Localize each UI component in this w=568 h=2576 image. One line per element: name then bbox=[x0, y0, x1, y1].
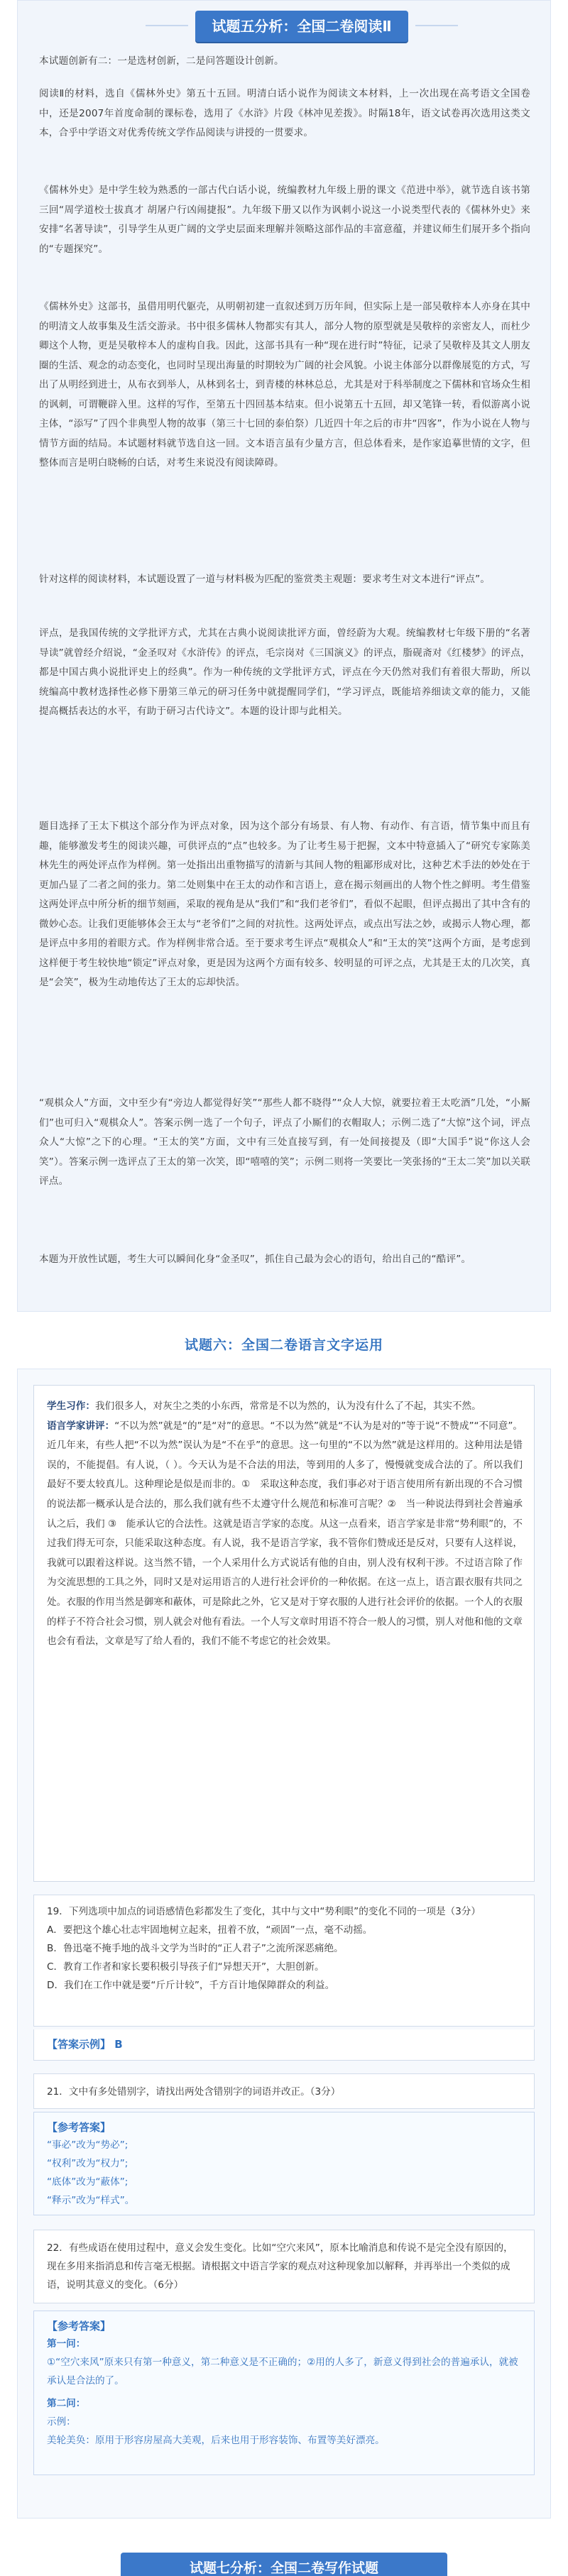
question-19 bbox=[33, 1895, 535, 2027]
s5-paragraph-7: 题目选择了王太下棋这个部分作为评点对象，因为这个部分有场景、有人物、有动作、有言语，情节集中而且有趣，能够激发考生的阅读兴趣，可供评点的“点”也较多。为了让考生易于把握，文本中特意插入了“研究专家陈美林先生的两处评点作为样例。第一处指出出重物描写的清新与其间人物的粗鄙形成对比，这种艺术手法的妙处在于更加凸显了二者之间的张力。第二处则集中在王太的动作和言语上，意在揭示刻画出的人物个性之鲜明。考生借鉴这两处评点中所分析的细节刻画，采取的视角是从“我们”和“我们老爷们”，看似不起眼，但评点揭出了其中含有的微妙心态。让我们更能够体会王太与“老爷们”之间的对抗性。这两处评点，或点出写法之妙，或揭示人物心理，都是评点中多用的着眼方式。作为样例非常合适。至于要求考生评点“观棋众人”和“王太的笑”这两个方面，是考虑到这样便于考生较快地“锁定”评点对象，更是因为这两个方面有较多、较明显的可评之点，尤其是王太的几次笑，真是“会笑”，极为生动地传达了王太的忘却快活。 bbox=[39, 821, 530, 988]
s5-paragraph-9: 本题为开放性试题，考生大可以瞬间化身“金圣叹”，抓住自己最为会心的语句，给出自己的“酷评”。 bbox=[39, 1254, 471, 1265]
q19-answer bbox=[34, 2029, 534, 2059]
q19-answer-value: B bbox=[114, 2038, 123, 2051]
question-21 bbox=[33, 2073, 535, 2109]
q19-option-d: D．我们在工作中就是要“斤斤计较”，千方百计地保障群众的利益。 bbox=[47, 1980, 335, 1991]
q21-answer-line-2: “权利”改为“权力”; bbox=[47, 2158, 129, 2169]
q22-part1-text: ①“空穴来风”原来只有第一种意义，第二种意义是不正确的；②用的人多了，新意义得到社会的普遍承认，就被承认是合法的了。 bbox=[47, 2357, 518, 2386]
q19-stem: 19．下列选项中加点的词语感情色彩都发生了变化，其中与文中“势利眼”的变化不同的一项是（3分） bbox=[47, 1906, 481, 1917]
q22-part2-label: 第二问： bbox=[47, 2398, 86, 2409]
q19-option-c: C．教育工作者和家长要积极引导孩子们“异想天开”，大胆创新。 bbox=[47, 1961, 324, 1973]
q22-part2-sub: 示例： bbox=[47, 2416, 76, 2428]
question-22 bbox=[33, 2230, 535, 2303]
s5-paragraph-1: 本试题创新有二：一是选材创新，二是问答题设计创新。 bbox=[39, 55, 284, 67]
q21-answer-line-4: “释示”改为“样式”。 bbox=[47, 2195, 135, 2206]
section6-card bbox=[17, 1369, 551, 2519]
q19-option-a: A．要把这个雄心壮志牢固地树立起来，扭着不放，“顽固”一点，毫不动摇。 bbox=[47, 1924, 373, 1936]
section6-title: 试题六：全国二卷语言文字运用 bbox=[184, 1337, 383, 1353]
expert-text: “不以为然”就是“的”是“对”的意思。“不以为然”就是“不认为是对的”等于说“不赞成”“不同意”。近几年来，有些人把“不以为然”误认为是“不在乎”的意思。这一句里的“不以为然”就是这样用的。这种用法是错误的，不能提倡。有人说，（ ）。今天认为是不合法的用法，等到用的人多了，慢慢就变成合法的了。所以我们最好不要太较真儿。这种理论是似是而非的。① 采取这种态度，我们事必对于语言使用所有新出现的不合习惯的说法都一概承认是合法的，那么我们就有些不太遵守什么规范和标准可言呢？② 当一种说法得到社会普遍承认之后，我们 ③ 能承认它的合法性。这就是语言学家的态度。从这一点看来，语言学家是非常“势利眼”的，不过我们得无可奈，只能采取这种态度。有人说，我不是语言学家，我不管你们赞成还是反对，只要有人这样说，我就可以跟着这样说。这当然不错，一个人采用什么方式说话有他的自由，别人没有权利干涉。不过语言除了作为交流思想的工具之外，同时又是对运用语言的人进行社会评价的一种依据。在这一点上，语言跟衣服有共同之处。衣服的作用当然是御寒和蔽体，可是除此之外，它又是对于穿衣服的人进行社会评价的依据。一个人的衣服的样子不符合社会习惯，别人就会对他有看法。一个人写文章时用语不符合一般人的习惯，别人对他和他的文章也会有看法，文章是写了给人看的，我们不能不考虑它的社会效果。 bbox=[47, 1420, 523, 1648]
s5-paragraph-5: 针对这样的阅读材料，本试题设置了一道与材料极为匹配的鉴赏类主观题：要求考生对文本进行“评点”。 bbox=[39, 574, 491, 585]
q22-stem: 22．有些成语在使用过程中，意义会发生变化。比如“空穴来风”，原本比喻消息和传说不是完全没有原因的，现在多用来指消息和传言毫无根据。请根据文中语言学家的观点对这种现象加以解释，并再举出一个类似的成语，说明其意义的变化。（6分） bbox=[47, 2242, 513, 2291]
next-section-title: 试题七分析：全国二卷写作试题 bbox=[121, 2553, 447, 2576]
s5-paragraph-2: 阅读Ⅱ的材料，选自《儒林外史》第五十五回。明清白话小说作为阅读文本材料，上一次出现在高考语文全国卷中，还是2007年首度命制的课标卷，选用了《水浒》片段《林冲见差拨》。时隔18年，语文试卷再次选用这类文本，合乎中学语文对优秀传统文学作品阅读与讲授的一贯要求。 bbox=[39, 88, 530, 138]
student-text: 我们很多人，对灰尘之类的小东西，常常是不以为然的，认为没有什么了不起，其实不然。 bbox=[94, 1401, 481, 1412]
q22-answer-box bbox=[33, 2311, 535, 2475]
essay-text bbox=[47, 1397, 523, 1652]
q21-ref-title: 【参考答案】 bbox=[47, 2121, 111, 2134]
s5-paragraph-4: 《儒林外史》这部书，虽借用明代躯壳，从明朝初建一直叙述到万历年间，但实际上是一部吴敬梓本人亦身在其中的明清文人故事集及生活交游录。书中很多儒林人物都实有其人，部分人物的原型就是吴敬梓的亲密友人，而杜少卿这个人物，更是吴敬梓本人的虚构自我。因此，这部书具有一种“现在进行时”特征，记录了吴敬梓及其文人朋友圈的生活、观念的动态变化，也同时呈现出海量的时期较为广阔的社会风貌。小说主体部分以群像展览的方式，写出了从明经到进士，从布衣到举人，从林到名士，到青楼的林林总总，尤其是对于科举制度之下儒林和官场众生相的讽刺，可谓鞭辟入里。这样的写作，至第五十四回基本结束。但小说第五十五回，却又笔锋一转，看似游离小说主体，“添写”了四个非典型人物的故事（第三十七回的泰伯祭）几近四十年之后的市井“四客”，作为小说在人物与情节方面的结局。本试题材料就节选自这一回。文本语言虽有少量方言，但总体看来，是作家追摹世情的文字，但整体而言是明白晓畅的白话，对考生来说没有阅读障碍。 bbox=[39, 301, 530, 468]
expert-label: 语言学家讲评： bbox=[47, 1420, 115, 1432]
q21-stem: 21．文中有多处错别字，请找出两处含错别字的词语并改正。（3分） bbox=[47, 2086, 341, 2098]
q22-ref-title: 【参考答案】 bbox=[47, 2320, 111, 2333]
q19-option-b: B．鲁迅毫不掩手地的战斗文学为当时的“正人君子”之流所深恶痛绝。 bbox=[47, 1943, 344, 1954]
q21-answer-line-3: “底体”改为“蔽体”; bbox=[47, 2176, 129, 2188]
q19-answer-row bbox=[33, 2029, 535, 2061]
q19-answer-label: 【答案示例】 bbox=[47, 2038, 111, 2051]
section5-card bbox=[17, 0, 551, 1312]
section5-title: 试题五分析：全国二卷阅读Ⅱ bbox=[195, 11, 408, 42]
s5-paragraph-8: “观棋众人”方面，文中至少有“旁边人都觉得好笑”“那些人都不晓得”“众人大惊，就要拉着王太吃酒”几处，“小厮们”也可归入“观棋众人”。答案示例一选了一个句子，评点了小厮们的衣帽取人；示例二选了“大惊”这个词，评点众人“大惊”之下的心理。“王太的笑”方面，文中有三处直接写到，有一处间接提及（即“大国手”说“你这人会笑”）。答案示例一选评点了王太的第一次笑，即“嘻嘻的笑”；示例二则将一笑要比一笑张扬的“王太二笑”加以关联评点。 bbox=[39, 1097, 530, 1187]
q21-answer-box bbox=[33, 2112, 535, 2215]
q21-answer-line-1: “事必”改为“势必”; bbox=[47, 2139, 129, 2151]
student-label: 学生习作： bbox=[47, 1401, 95, 1412]
essay-box bbox=[33, 1385, 535, 1882]
q22-part2-text: 美轮美奂：原用于形容房屋高大美观，后来也用于形容装饰、布置等美好漂亮。 bbox=[47, 2435, 385, 2446]
s5-paragraph-3: 《儒林外史》是中学生较为熟悉的一部古代白话小说，统编教材九年级上册的课文《范进中举》，就节选自该书第三回“周学道校士拔真才 胡屠户行凶闹捷报”。九年级下册又以作为讽刺小说这一小说类型代表的《儒林外史》来安排“名著导读”，引导学生从更广阔的文学史层面来理解并领略这部作品的丰富意蕴，并建议师生们展开多个指向的“专题探究”。 bbox=[39, 185, 530, 255]
s5-paragraph-6: 评点，是我国传统的文学批评方式，尤其在古典小说阅读批评方面，曾经蔚为大观。统编教材七年级下册的“名著导读”就曾经介绍说，“金圣叹对《水浒传》的评点，毛宗岗对《三国演义》的评点，脂砚斋对《红楼梦》的评点，都是中国古典小说批评史上的经典”。作为一种传统的文学批评方式，评点在今天仍然对我们有着很大帮助，所以统编高中教材选择性必修下册第三单元的研习任务中就提醒同学们，“学习评点，既能培养细读文章的能力，又能提高概括表达的水平，有助于研习古代诗文”。本题的设计即与此相关。 bbox=[39, 627, 530, 717]
q22-part1-label: 第一问： bbox=[47, 2338, 86, 2350]
